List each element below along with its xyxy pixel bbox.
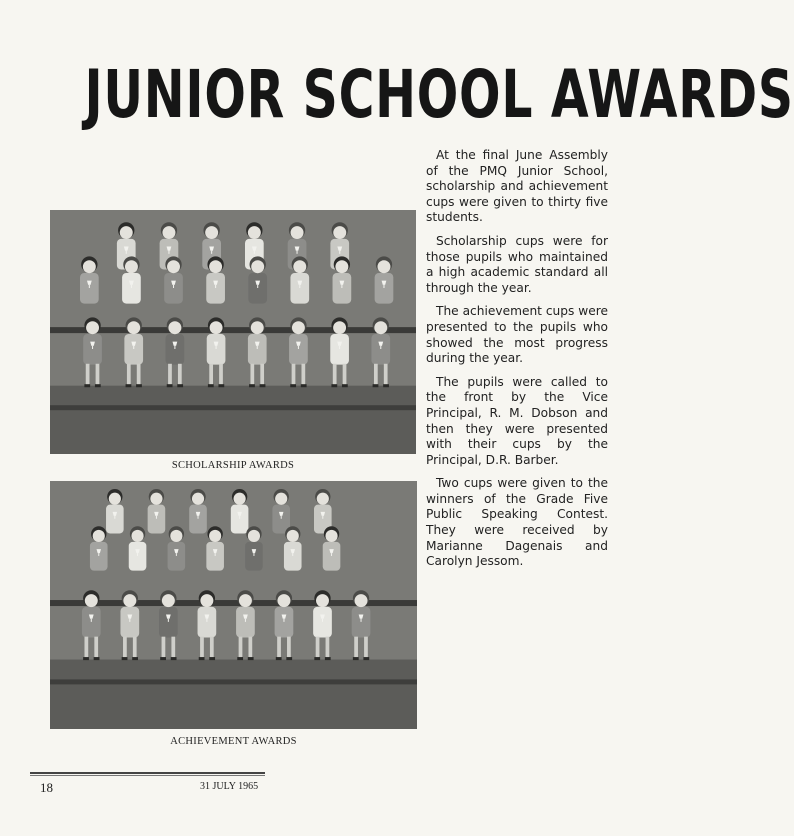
child-figure <box>189 505 207 534</box>
child-figure <box>248 334 267 365</box>
child-figure <box>80 273 99 304</box>
child-figure <box>124 334 143 365</box>
child-figure <box>206 542 224 571</box>
child-figure <box>207 334 226 365</box>
child-figure <box>371 334 390 365</box>
child-figure <box>90 542 108 571</box>
child-figure <box>275 607 294 638</box>
achievement-awards-caption: ACHIEVEMENT AWARDS <box>170 736 297 747</box>
child-figure <box>159 607 178 638</box>
child-figure <box>289 334 308 365</box>
child-figure <box>122 273 141 304</box>
child-figure <box>198 607 217 638</box>
child-figure <box>82 607 101 638</box>
child-figure <box>148 505 166 534</box>
article-paragraph: Two cups were given to the winners of the Grade Five Public Speaking Contest. They were received by Marianne Dagenais and Carolyn Jessom. <box>426 476 608 569</box>
page-headline: JUNIOR SCHOOL AWARDS <box>84 56 794 133</box>
child-figure <box>236 607 255 638</box>
child-figure <box>106 505 124 534</box>
footer-rule-thin <box>30 775 265 776</box>
achievement-awards-photo <box>50 481 417 729</box>
scholarship-awards-caption: SCHOLARSHIP AWARDS <box>171 460 295 471</box>
child-figure <box>168 542 186 571</box>
group-photo-illustration <box>50 210 416 454</box>
child-figure <box>231 505 249 534</box>
page-number: 18 <box>40 780 53 795</box>
child-figure <box>330 334 349 365</box>
article-paragraph: Scholarship cups were for those pupils who maintained a high academic standard all through the year. <box>426 233 608 295</box>
child-figure <box>245 542 263 571</box>
child-figure <box>164 273 183 304</box>
group-photo-illustration <box>50 481 417 729</box>
article-paragraph: The pupils were called to the front by the Vice Principal, R. M. Dobson and then they were presented with their cups by the Principal, D.R. Barber. <box>426 374 608 467</box>
article-paragraph: The achievement cups were presented to the pupils who showed the most progress during the year. <box>426 304 608 366</box>
child-figure <box>120 607 139 638</box>
scholarship-awards-photo <box>50 210 416 454</box>
child-figure <box>290 273 309 304</box>
child-figure <box>333 273 352 304</box>
footer-rule <box>30 772 265 774</box>
child-figure <box>166 334 185 365</box>
child-figure <box>375 273 394 304</box>
child-figure <box>313 607 332 638</box>
issue-date: 31 JULY 1965 <box>200 781 259 792</box>
child-figure <box>284 542 302 571</box>
child-figure <box>352 607 371 638</box>
child-figure <box>83 334 102 365</box>
child-figure <box>206 273 225 304</box>
child-figure <box>129 542 147 571</box>
article-paragraph: At the final June Assembly of the PMQ Junior School, scholarship and achievement cups were given to thirty five students. <box>426 148 608 225</box>
child-figure <box>323 542 341 571</box>
article-body <box>426 148 608 578</box>
child-figure <box>248 273 267 304</box>
